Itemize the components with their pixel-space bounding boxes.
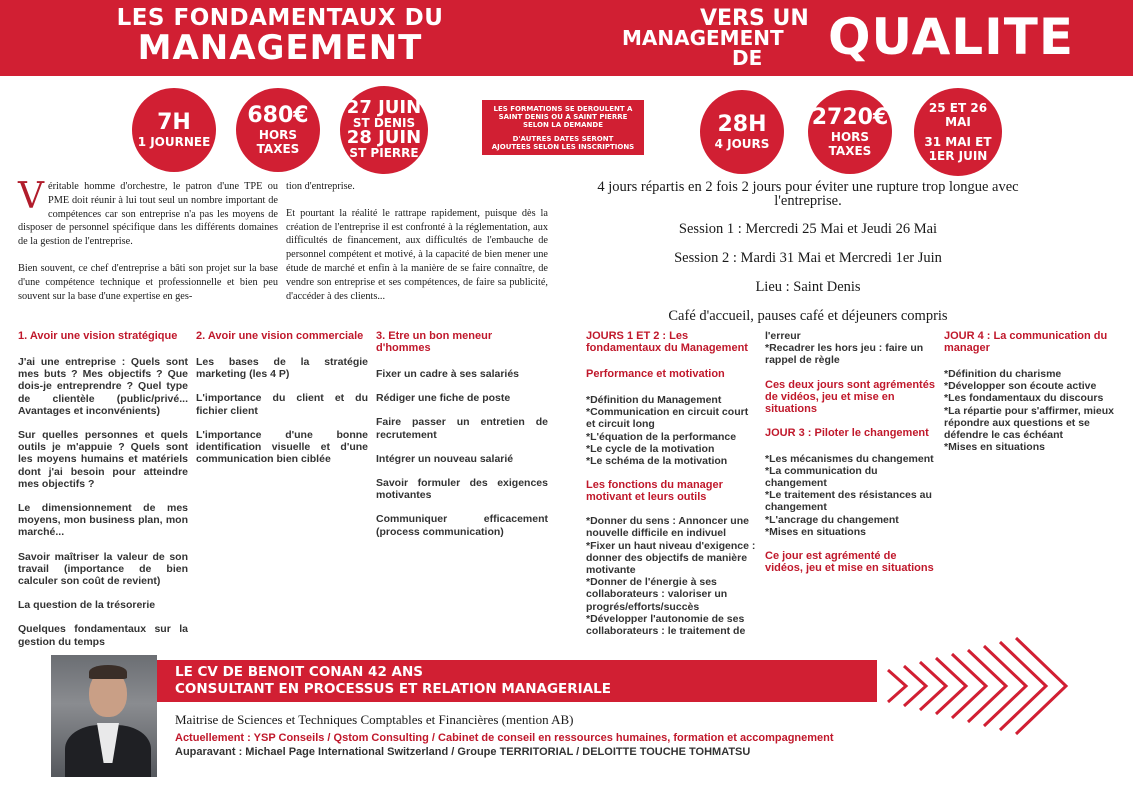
session-extras: Café d'accueil, pauses café et déjeuners compris — [668, 308, 948, 324]
list-item: *Donner de l'énergie à ses collaborateurs : valoriser un progrés/efforts/succès — [586, 576, 728, 613]
module-strategy-title: 1. Avoir une vision stratégique — [18, 330, 178, 342]
days-1-2-sub2: Les fonctions du manager motivant et leurs outils — [586, 479, 723, 504]
badge-date-l4: ST PIERRE — [349, 146, 419, 160]
list-item: Savoir maîtriser la valeur de son travail (importance de bien calculer son coût de revient) — [18, 550, 188, 588]
badge-duration-sub: 4 JOURS — [714, 137, 770, 151]
list-item: J'ai une entreprise : Quels sont mes buts ? Mes objectifs ? Que dois-je entreprendre ? Quel type de clientèle (public/privé... Avantages et inconvénients) — [18, 356, 188, 417]
badge-date-l3: 31 MAI ET — [924, 135, 992, 149]
session-2: Session 2 : Mardi 31 Mai et Mercredi 1er Juin — [674, 250, 942, 266]
list-item: *Les mécanismes du changement — [765, 452, 934, 465]
list-item: *La répartie pour s'affirmer, mieux répondre aux questions et se défendre le cas échéant — [944, 404, 1114, 442]
badge-price-right — [808, 90, 892, 174]
notice-l2: SAINT DENIS OU A SAINT PIERRE — [498, 113, 628, 121]
list-item: *Le traitement des résistances au changement — [765, 489, 932, 514]
list-item: Savoir formuler des exigences motivantes — [376, 477, 548, 502]
day-3-note: Ce jour est agrémenté de vidéos, jeu et mise en situations — [765, 550, 934, 575]
list-item: L'importance d'une bonne identification visuelle et d'une communication bien ciblée — [196, 428, 368, 466]
module-leadership-title: 3. Etre un bon meneur d'hommes — [376, 330, 493, 354]
module-commercial — [196, 330, 368, 477]
badge-date-l2: ST DENIS — [352, 116, 416, 130]
list-item: *Donner du sens : Annoncer une nouvelle difficile en indivuel — [586, 515, 749, 540]
left-title-line2: MANAGEMENT — [137, 28, 423, 68]
list-item: Les bases de la stratégie marketing (les 4 P) — [196, 356, 368, 381]
module-commercial-title: 2. Avoir une vision commerciale — [196, 330, 364, 342]
left-title-line1: LES FONDAMENTAUX DU — [116, 5, 444, 31]
list-item: *Fixer un haut niveau d'exigence : donner des objectifs de manière motivante — [586, 539, 756, 577]
badge-date-l1: 27 JUIN — [346, 97, 422, 118]
badge-dates-left — [340, 86, 428, 174]
days-1-2-title: JOURS 1 ET 2 : Les fondamentaux du Management — [586, 330, 748, 354]
list-item: *Communication en circuit court et circuit long — [586, 406, 749, 431]
day-4-title: JOUR 4 : La communication du manager — [944, 330, 1108, 354]
list-item: Quelques fondamentaux sur la gestion du temps — [18, 623, 188, 648]
right-title-c: DE — [732, 46, 763, 70]
badge-duration-left — [132, 88, 216, 172]
badge-price-sub2: TAXES — [256, 142, 300, 156]
list-item: l'erreur — [765, 330, 801, 342]
badge-duration-value: 28H — [717, 112, 767, 137]
intro-p1: éritable homme d'orchestre, le patron d'une TPE ou PME doit réunir à lui tout seul un nombre important de compétences car son entreprise n'a pas les moyens de disposer de personnel spécifique dans les différents domaines de la gestion de l'entreprise. — [18, 181, 278, 248]
notice-l5: AJOUTEES SELON LES INSCRIPTIONS — [491, 143, 635, 151]
right-title-a: VERS UN — [700, 6, 809, 31]
badge-date-l3: 28 JUIN — [346, 127, 422, 148]
list-item: Sur quelles personnes et quels outils je m'appuie ? Quels sont les moyens humains et matériels dont j'ai besoin pour atteindre mes objectifs ? — [18, 429, 188, 490]
list-item: *Mises en situations — [765, 525, 866, 538]
list-item: *La communication du changement — [765, 464, 878, 490]
days-1-2-note: Ces deux jours sont agrémentés de vidéos, jeu et mise en situations — [765, 378, 935, 415]
left-title — [100, 6, 460, 66]
days-1-2-sub1: Performance et motivation — [586, 368, 725, 380]
intro-column-2 — [286, 180, 548, 303]
trainer-photo — [51, 655, 157, 777]
module-strategy — [18, 330, 188, 660]
intro-dropcap: V — [18, 176, 44, 217]
sessions-intro: 4 jours répartis en 2 fois 2 jours pour éviter une rupture trop longue avec l'entreprise. — [597, 179, 1019, 209]
module-leadership — [376, 330, 548, 550]
badge-price-sub2: TAXES — [828, 144, 872, 158]
notice-l3: SELON LA DEMANDE — [522, 121, 604, 129]
list-item: L'importance du client et du fichier client — [196, 392, 368, 417]
session-1: Session 1 : Mercredi 25 Mai et Jeudi 26 Mai — [678, 221, 938, 237]
intro-p2: Bien souvent, ce chef d'entreprise a bâti son projet sur la base d'une compétence technique et professionnelle et bien peu souvent sur la base d'une expertise en ges- — [18, 262, 278, 302]
badge-duration-right — [700, 90, 784, 174]
badge-dates-right — [914, 88, 1002, 176]
cv-current: Actuellement : YSP Conseils / Qstom Consulting / Cabinet de conseil en ressources humaines, formation et accompagnement — [175, 732, 834, 744]
right-title-d: QUALITE — [828, 8, 1074, 66]
cv-degree: Maitrise de Sciences et Techniques Comptables et Financières (mention AB) — [175, 712, 574, 727]
list-item: *Les fondamentaux du discours — [944, 392, 1104, 405]
list-item: Fixer un cadre à ses salariés — [376, 368, 520, 380]
list-item: *Le schéma de la motivation — [586, 455, 728, 468]
badge-price-sub1: HORS — [830, 130, 870, 144]
list-item: *Mises en situations — [944, 441, 1045, 454]
intro-column-1 — [18, 176, 278, 303]
location-notice — [482, 100, 644, 155]
badge-price-value: 680€ — [247, 103, 309, 128]
cv-details — [175, 712, 935, 759]
list-item: *Développer l'autonomie de ses collaborateurs : le traitement de — [586, 612, 746, 638]
list-item: *Définition du charisme — [944, 368, 1062, 380]
list-item: *L'ancrage du changement — [765, 513, 899, 526]
list-item: *Développer son écoute active — [944, 380, 1097, 393]
list-item: Faire passer un entretien de recrutement — [376, 416, 548, 441]
badge-price-sub1: HORS — [258, 128, 298, 142]
notice-l4: D'AUTRES DATES SERONT — [512, 135, 614, 143]
intro-p4: Et pourtant la réalité le rattrape rapidement, puisque dès la création de l'entreprise il est confronté à la réglementation, aux difficultés de financement, aux difficultés de l'embauche de personnel compétent et motivé, à la capacité de bien mener une étude de marché et enfin à la manière de se faire connaître, de vendre son entreprise et ses compétences, de faire sa publicité, d'accéder à des clients... — [286, 207, 548, 302]
right-title-b: MANAGEMENT — [622, 26, 784, 50]
cv-role: CONSULTANT EN PROCESSUS ET RELATION MANAGERIALE — [175, 681, 611, 697]
badge-date-l1: 25 ET 26 — [928, 101, 988, 115]
days-1-2 — [586, 330, 758, 637]
list-item: Communiquer efficacement (process communication) — [376, 513, 548, 538]
intro-p3: tion d'entreprise. — [286, 181, 355, 192]
list-item: La question de la trésorerie — [18, 599, 156, 612]
cv-name: LE CV DE BENOIT CONAN 42 ANS — [175, 664, 424, 680]
day-3 — [765, 330, 937, 586]
list-item: Rédiger une fiche de poste — [376, 392, 511, 405]
badge-date-l4: 1ER JUIN — [928, 149, 988, 163]
cv-banner — [157, 660, 877, 702]
session-location: Lieu : Saint Denis — [755, 279, 861, 295]
badge-price-value: 2720€ — [811, 105, 889, 130]
sessions-block — [578, 180, 1038, 324]
list-item: *Le cycle de la motivation — [586, 442, 715, 455]
badge-date-l2: MAI — [945, 115, 971, 129]
list-item: Intégrer un nouveau salarié — [376, 452, 514, 465]
right-title — [620, 6, 1100, 72]
badge-duration-sub: 1 JOURNEE — [137, 135, 211, 149]
list-item: *L'équation de la performance — [586, 430, 737, 443]
notice-l1: LES FORMATIONS SE DEROULENT A — [493, 105, 633, 113]
cv-previous: Auparavant : Michael Page International Switzerland / Groupe TERRITORIAL / DELOITTE TOUCHE TOHMATSU — [175, 746, 751, 758]
photo-hair — [89, 665, 127, 679]
day-4 — [944, 330, 1116, 453]
day-3-title: JOUR 3 : Piloter le changement — [765, 426, 929, 439]
list-item: Le dimensionnement de mes moyens, mon business plan, mon marché... — [18, 502, 188, 539]
badge-price-left — [236, 88, 320, 172]
badge-duration-value: 7H — [157, 110, 191, 135]
list-item: *Définition du Management — [586, 394, 722, 406]
header-banner — [0, 0, 1133, 76]
list-item: *Recadrer les hors jeu : faire un rappel de règle — [765, 342, 924, 367]
